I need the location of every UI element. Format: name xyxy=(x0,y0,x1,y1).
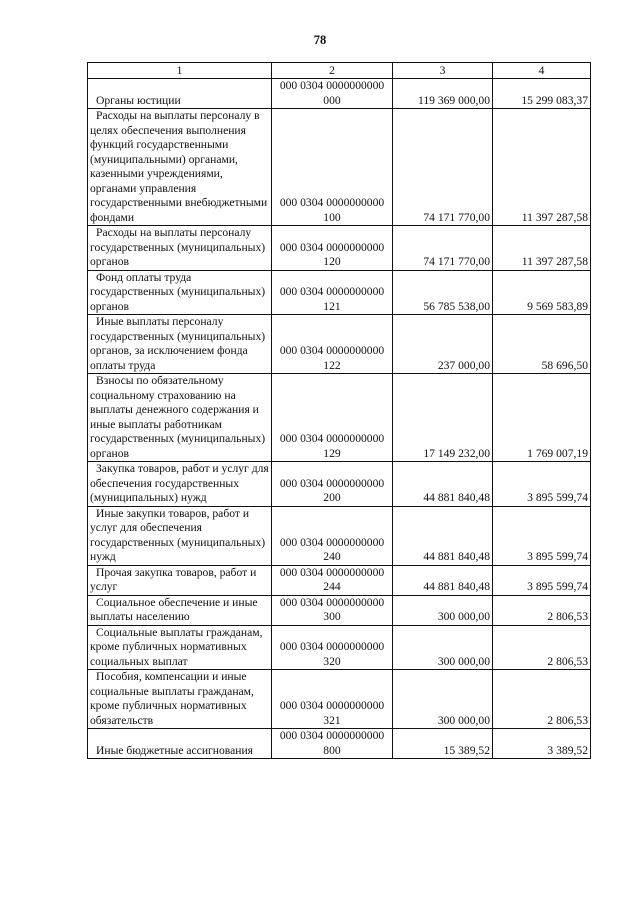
table-row xyxy=(88,506,591,565)
budget-code-cell: 000 0304 0000000000 800 xyxy=(272,729,393,759)
table-row xyxy=(88,462,591,507)
budget-code-cell: 000 0304 0000000000 244 xyxy=(272,565,393,595)
column-header-2: 2 xyxy=(272,63,393,79)
executed-amount-cell: 3 895 599,74 xyxy=(493,506,591,565)
table-row xyxy=(88,270,591,315)
executed-amount-cell: 58 696,50 xyxy=(493,315,591,374)
planned-amount-cell: 56 785 538,00 xyxy=(393,270,493,315)
budget-code-cell: 000 0304 0000000000 100 xyxy=(272,109,393,226)
budget-code-cell: 000 0304 0000000000 200 xyxy=(272,462,393,507)
table-row xyxy=(88,315,591,374)
executed-amount-cell: 11 397 287,58 xyxy=(493,109,591,226)
budget-table xyxy=(87,62,591,759)
expense-name: Фонд оплаты труда государственных (муниципальных) органов xyxy=(90,270,266,313)
expense-name-cell xyxy=(88,226,272,271)
executed-amount-cell: 3 895 599,74 xyxy=(493,462,591,507)
planned-amount-cell: 15 389,52 xyxy=(393,729,493,759)
expense-name: Иные выплаты персоналу государственных (муниципальных) органов, за исключением фонда оплаты труда xyxy=(90,315,266,372)
executed-amount-cell: 3 389,52 xyxy=(493,729,591,759)
table-body xyxy=(88,79,591,759)
expense-name: Взносы по обязательному социальному страхованию на выплаты денежного содержания и иные выплаты работникам государственных (муниципальных) органов xyxy=(90,374,266,460)
budget-code-cell: 000 0304 0000000000 122 xyxy=(272,315,393,374)
expense-name: Расходы на выплаты персоналу в целях обеспечения выполнения функций государственными (муниципальными) органами, казенными учреждениями, органами управления государственными внебюджетными фондами xyxy=(90,109,268,224)
budget-code-cell: 000 0304 0000000000 129 xyxy=(272,374,393,462)
planned-amount-cell: 237 000,00 xyxy=(393,315,493,374)
planned-amount-cell: 44 881 840,48 xyxy=(393,506,493,565)
planned-amount-cell: 74 171 770,00 xyxy=(393,109,493,226)
planned-amount-cell: 300 000,00 xyxy=(393,670,493,729)
table-row xyxy=(88,729,591,759)
planned-amount-cell: 300 000,00 xyxy=(393,595,493,625)
expense-name-cell xyxy=(88,79,272,109)
expense-name: Закупка товаров, работ и услуг для обеспечения государственных (муниципальных) нужд xyxy=(90,462,269,504)
expense-name-cell xyxy=(88,506,272,565)
budget-code-cell: 000 0304 0000000000 121 xyxy=(272,270,393,315)
executed-amount-cell: 11 397 287,58 xyxy=(493,226,591,271)
expense-name-cell xyxy=(88,462,272,507)
executed-amount-cell: 9 569 583,89 xyxy=(493,270,591,315)
expense-name: Прочая закупка товаров, работ и услуг xyxy=(90,565,257,593)
budget-code-cell: 000 0304 0000000000 300 xyxy=(272,595,393,625)
table-row xyxy=(88,109,591,226)
expense-name: Иные закупки товаров, работ и услуг для обеспечения государственных (муниципальных) нужд xyxy=(90,506,266,563)
expense-name: Социальные выплаты гражданам, кроме публичных нормативных социальных выплат xyxy=(90,625,263,668)
budget-code-cell: 000 0304 0000000000 321 xyxy=(272,670,393,729)
planned-amount-cell: 44 881 840,48 xyxy=(393,462,493,507)
expense-name: Расходы на выплаты персоналу государственных (муниципальных) органов xyxy=(90,226,266,268)
page-number: 78 xyxy=(313,33,327,47)
expense-name-cell xyxy=(88,315,272,374)
table-row xyxy=(88,625,591,670)
expense-name: Социальное обеспечение и иные выплаты населению xyxy=(90,595,258,623)
executed-amount-cell: 3 895 599,74 xyxy=(493,565,591,595)
expense-name-cell xyxy=(88,670,272,729)
header-row xyxy=(88,63,591,79)
expense-name-cell xyxy=(88,565,272,595)
planned-amount-cell: 17 149 232,00 xyxy=(393,374,493,462)
budget-code-cell: 000 0304 0000000000 120 xyxy=(272,226,393,271)
planned-amount-cell: 44 881 840,48 xyxy=(393,565,493,595)
expense-name: Органы юстиции xyxy=(96,93,181,107)
expense-name-cell xyxy=(88,595,272,625)
planned-amount-cell: 119 369 000,00 xyxy=(393,79,493,109)
expense-name: Пособия, компенсации и иные социальные выплаты гражданам, кроме публичных нормативных обязательств xyxy=(90,670,254,727)
planned-amount-cell: 300 000,00 xyxy=(393,625,493,670)
executed-amount-cell: 2 806,53 xyxy=(493,625,591,670)
table-row xyxy=(88,226,591,271)
table-row xyxy=(88,565,591,595)
expense-name-cell xyxy=(88,625,272,670)
budget-code-cell: 000 0304 0000000000 000 xyxy=(272,79,393,109)
table-row xyxy=(88,595,591,625)
column-header-3: 3 xyxy=(393,63,493,79)
executed-amount-cell: 2 806,53 xyxy=(493,670,591,729)
expense-name-cell xyxy=(88,270,272,315)
table-row xyxy=(88,374,591,462)
budget-code-cell: 000 0304 0000000000 320 xyxy=(272,625,393,670)
executed-amount-cell: 2 806,53 xyxy=(493,595,591,625)
expense-name: Иные бюджетные ассигнования xyxy=(96,743,253,757)
table-row xyxy=(88,670,591,729)
planned-amount-cell: 74 171 770,00 xyxy=(393,226,493,271)
table-row xyxy=(88,79,591,109)
column-header-1: 1 xyxy=(88,63,272,79)
budget-code-cell: 000 0304 0000000000 240 xyxy=(272,506,393,565)
expense-name-cell xyxy=(88,729,272,759)
executed-amount-cell: 15 299 083,37 xyxy=(493,79,591,109)
executed-amount-cell: 1 769 007,19 xyxy=(493,374,591,462)
column-header-4: 4 xyxy=(493,63,591,79)
expense-name-cell xyxy=(88,109,272,226)
expense-name-cell xyxy=(88,374,272,462)
